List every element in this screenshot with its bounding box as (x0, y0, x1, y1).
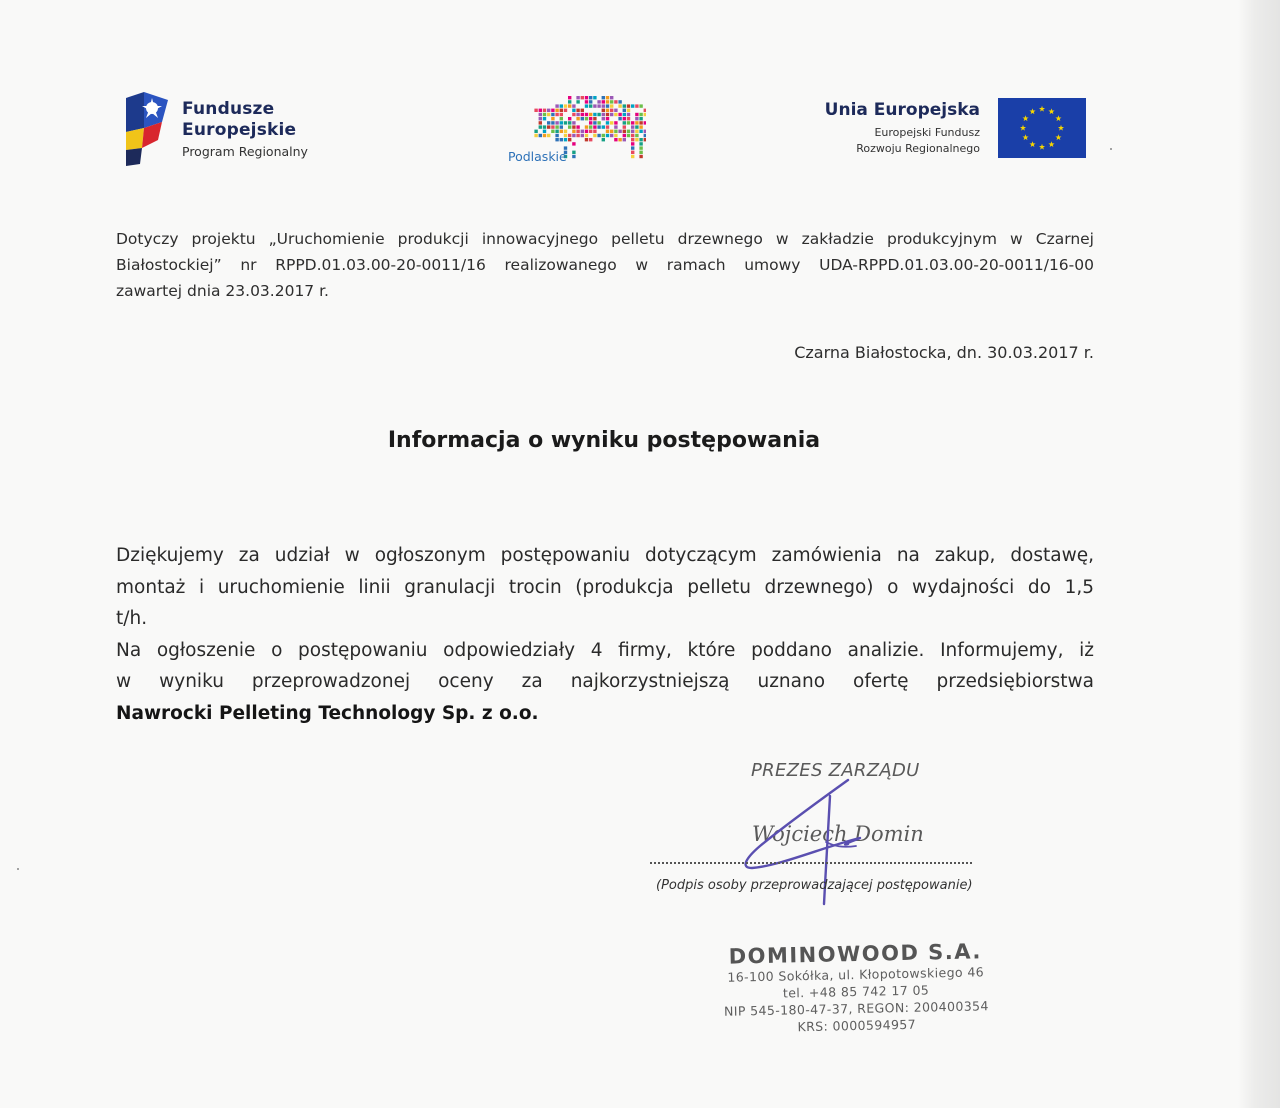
bison-mosaic-tile (589, 113, 592, 116)
bison-mosaic-tile (560, 104, 563, 107)
bison-mosaic-tile (618, 138, 621, 141)
bison-mosaic-tile (593, 113, 596, 116)
bison-mosaic-tile (539, 134, 542, 137)
bison-mosaic-tile (568, 96, 571, 99)
bison-mosaic-tile (635, 134, 638, 137)
bison-mosaic-tile (635, 130, 638, 133)
bison-mosaic-tile (614, 134, 617, 137)
bison-mosaic-tile (614, 125, 617, 128)
bison-mosaic-tile (572, 104, 575, 107)
bison-mosaic-tile (623, 117, 626, 120)
bison-mosaic-tile (602, 109, 605, 112)
eu-logo (820, 96, 1090, 162)
bison-mosaic-tile (631, 134, 634, 137)
bison-mosaic-tile (593, 96, 596, 99)
bison-mosaic-tile (639, 117, 642, 120)
bison-mosaic-tile (555, 130, 558, 133)
signatory-name-stamp: Wojciech Domin (752, 822, 924, 846)
bison-mosaic-tile (606, 96, 609, 99)
bison-mosaic-tile (623, 113, 626, 116)
bison-mosaic-tile (635, 138, 638, 141)
bison-mosaic-tile (639, 113, 642, 116)
bison-mosaic-tile (635, 121, 638, 124)
bison-mosaic-tile (589, 138, 592, 141)
bison-mosaic-tile (614, 109, 617, 112)
bison-mosaic-tile (639, 146, 642, 149)
funds-logo-line1: Fundusze (182, 99, 275, 119)
body-line2: montaż i uruchomienie linii granulacji trocin (produkcja pelletu drzewnego) o wydajności do 1,5 (116, 576, 1094, 598)
bison-mosaic-tile (614, 113, 617, 116)
bison-mosaic-tile (576, 96, 579, 99)
bison-mosaic-tile (631, 121, 634, 124)
bison-mosaic-tile (639, 130, 642, 133)
bison-mosaic-tile (614, 100, 617, 103)
bison-mosaic-tile (593, 134, 596, 137)
bison-mosaic-tile (534, 134, 537, 137)
bison-mosaic-tile (644, 138, 646, 141)
bison-mosaic-tile (572, 109, 575, 112)
funds-logo-mark-icon (122, 88, 174, 168)
bison-mosaic-tile (555, 113, 558, 116)
bison-mosaic-tile (576, 130, 579, 133)
bison-mosaic-tile (639, 104, 642, 107)
bison-mosaic-tile (568, 100, 571, 103)
bison-mosaic-tile (564, 121, 567, 124)
podlaskie-logo (506, 94, 646, 170)
bison-mosaic-tile (606, 130, 609, 133)
bison-mosaic-tile (602, 138, 605, 141)
bison-mosaic-tile (589, 104, 592, 107)
bison-mosaic-tile (593, 104, 596, 107)
bison-mosaic-tile (564, 109, 567, 112)
bison-mosaic-tile (564, 134, 567, 137)
bison-mosaic-tile (627, 109, 630, 112)
bison-mosaic-tile (572, 134, 575, 137)
winning-company: Nawrocki Pelleting Technology Sp. z o.o. (116, 702, 539, 724)
bison-mosaic-tile (572, 121, 575, 124)
bison-mosaic-tile (627, 134, 630, 137)
scan-speck (17, 868, 19, 870)
bison-mosaic-tile (547, 109, 550, 112)
bison-mosaic-tile (560, 113, 563, 116)
bison-mosaic-tile (610, 113, 613, 116)
bison-mosaic-tile (589, 125, 592, 128)
bison-mosaic-tile (644, 130, 646, 133)
bison-mosaic-tile (543, 134, 546, 137)
bison-mosaic-tile (597, 100, 600, 103)
bison-mosaic-tile (576, 109, 579, 112)
bison-mosaic-tile (543, 117, 546, 120)
body-line5: w wyniku przeprowadzonej oceny za najkorzystniejszą uznano ofertę przedsiębiorstwa (116, 671, 1094, 692)
company-stamp (705, 939, 1007, 1037)
bison-mosaic-tile (589, 130, 592, 133)
bison-mosaic-tile (551, 130, 554, 133)
bison-mosaic-tile (581, 109, 584, 112)
eu-logo-subtitle-1: Europejski Fundusz (874, 126, 980, 139)
bison-mosaic-tile (639, 125, 642, 128)
bison-mosaic-tile (597, 125, 600, 128)
company-stamp-krs: KRS: 0000594957 (797, 1016, 917, 1035)
bison-mosaic-tile (534, 109, 537, 112)
bison-mosaic-tile (560, 125, 563, 128)
signature-caption: (Podpis osoby przeprowadzającej postępowanie) (656, 878, 973, 893)
bison-mosaic-tile (610, 109, 613, 112)
bison-mosaic-tile (551, 121, 554, 124)
bison-mosaic-tile (581, 130, 584, 133)
bison-mosaic-tile (568, 138, 571, 141)
bison-mosaic-tile (555, 138, 558, 141)
bison-mosaic-tile (585, 130, 588, 133)
bison-mosaic-tile (585, 113, 588, 116)
bison-mosaic-tile (581, 96, 584, 99)
bison-mosaic-tile (618, 100, 621, 103)
bison-mosaic-tile (639, 142, 642, 145)
bison-mosaic-tile (606, 104, 609, 107)
bison-mosaic-tile (551, 125, 554, 128)
bison-mosaic-tile (644, 134, 646, 137)
bison-mosaic-tile (539, 125, 542, 128)
bison-mosaic-tile (614, 130, 617, 133)
bison-mosaic-tile (623, 121, 626, 124)
bison-mosaic-tile (639, 151, 642, 154)
bison-mosaic-tile (606, 134, 609, 137)
bison-mosaic-tile (627, 121, 630, 124)
bison-mosaic-tile (597, 134, 600, 137)
bison-mosaic-tile (572, 125, 575, 128)
body-line4: Na ogłoszenie o postępowaniu odpowiedziały 4 firmy, które poddano analizie. Informujemy, iż (116, 639, 1094, 661)
bison-mosaic-tile (547, 134, 550, 137)
bison-mosaic-tile (631, 155, 634, 158)
bison-mosaic-tile (627, 113, 630, 116)
bison-mosaic-tile (602, 113, 605, 116)
funds-logo (122, 88, 382, 168)
bison-mosaic-tile (572, 155, 575, 158)
bison-mosaic-tile (572, 130, 575, 133)
bison-mosaic-tile (543, 109, 546, 112)
bison-mosaic-tile (555, 134, 558, 137)
bison-mosaic-tile (639, 121, 642, 124)
body-line1: Dziękujemy za udział w ogłoszonym postępowaniu dotyczącym zamówienia na zakup, dostawę, (116, 545, 1094, 566)
funds-logo-line2: Europejskie (182, 120, 297, 140)
project-reference-line3: zawartej dnia 23.03.2017 r. (116, 282, 329, 300)
eu-flag-icon (998, 98, 1086, 158)
bison-mosaic-tile (623, 109, 626, 112)
bison-mosaic-tile (631, 130, 634, 133)
bison-mosaic-tile (635, 117, 638, 120)
bison-mosaic-tile (602, 104, 605, 107)
company-stamp-phone: tel. +48 85 742 17 05 (782, 982, 930, 1001)
body-line3: t/h. (116, 608, 148, 629)
bison-mosaic-tile (627, 117, 630, 120)
bison-mosaic-tile (564, 138, 567, 141)
bison-mosaic-tile (585, 96, 588, 99)
bison-mosaic-tile (547, 125, 550, 128)
bison-mosaic-tile (568, 134, 571, 137)
bison-mosaic-tile (547, 121, 550, 124)
company-stamp-address: 16-100 Sokółka, ul. Kłopotowskiego 46 (727, 964, 985, 985)
bison-mosaic-tile (555, 121, 558, 124)
bison-mosaic-tile (610, 100, 613, 103)
bison-mosaic-tile (635, 104, 638, 107)
bison-mosaic-tile (589, 117, 592, 120)
bison-mosaic-tile (585, 138, 588, 141)
bison-mosaic-tile (560, 138, 563, 141)
bison-mosaic-tile (606, 100, 609, 103)
bison-mosaic-tile (602, 100, 605, 103)
bison-mosaic-tile (602, 125, 605, 128)
bison-mosaic-tile (543, 113, 546, 116)
bison-mosaic-tile (610, 96, 613, 99)
bison-mosaic-tile (576, 113, 579, 116)
bison-mosaic-tile (631, 138, 634, 141)
bison-mosaic-tile (606, 113, 609, 116)
bison-mosaic-tile (606, 117, 609, 120)
bison-mosaic-tile (597, 113, 600, 116)
bison-mosaic-tile (623, 138, 626, 141)
bison-mosaic-tile (551, 117, 554, 120)
bison-mosaic-tile (560, 117, 563, 120)
bison-mosaic-tile (627, 130, 630, 133)
bison-mosaic-tile (618, 113, 621, 116)
bison-mosaic-tile (602, 134, 605, 137)
bison-mosaic-tile (635, 113, 638, 116)
company-stamp-ids: NIP 545-180-47-37, REGON: 200400354 (723, 998, 989, 1019)
bison-mosaic-tile (635, 125, 638, 128)
bison-mosaic-tile (572, 142, 575, 145)
bison-mosaic-tile (585, 104, 588, 107)
bison-mosaic-tile (539, 113, 542, 116)
bison-mosaic-tile (644, 113, 646, 116)
bison-mosaic-tile (593, 130, 596, 133)
bison-mosaic-tile (581, 134, 584, 137)
bison-mosaic-tile (589, 100, 592, 103)
bison-mosaic-tile (576, 134, 579, 137)
bison-mosaic-tile (623, 134, 626, 137)
bison-mosaic-tile (631, 151, 634, 154)
bison-mosaic-tile (639, 138, 642, 141)
bison-mosaic-tile (593, 121, 596, 124)
bison-mosaic-tile (539, 117, 542, 120)
project-reference-line2: Białostockiej” nr RPPD.01.03.00-20-0011/16 realizowanego w ramach umowy UDA-RPPD.01.03.00-20-0011/16-00 (116, 256, 1094, 274)
document-title: Informacja o wyniku postępowania (387, 428, 821, 453)
bison-mosaic-tile (568, 104, 571, 107)
bison-mosaic-tile (581, 117, 584, 120)
bison-mosaic-tile (631, 142, 634, 145)
signature-line (650, 862, 972, 864)
bison-mosaic-tile (623, 130, 626, 133)
bison-mosaic-tile (576, 125, 579, 128)
bison-mosaic-tile (610, 130, 613, 133)
bison-mosaic-tile (543, 125, 546, 128)
bison-mosaic-tile (576, 117, 579, 120)
bison-mosaic-tile (644, 121, 646, 124)
bison-mosaic-tile (644, 109, 646, 112)
bison-mosaic-tile (539, 109, 542, 112)
bison-mosaic-tile (572, 151, 575, 154)
bison-mosaic-tile (534, 130, 537, 133)
bison-mosaic-tile (610, 104, 613, 107)
bison-mosaic-tile (560, 121, 563, 124)
place-and-date: Czarna Białostocka, dn. 30.03.2017 r. (794, 343, 1094, 362)
bison-mosaic-tile (602, 96, 605, 99)
project-reference-line1: Dotyczy projektu „Uruchomienie produkcji innowacyjnego pelletu drzewnego w zakładzie produkcyjnym w Czarnej (116, 230, 1094, 248)
bison-mosaic-tile (593, 125, 596, 128)
bison-mosaic-tile (618, 104, 621, 107)
bison-mosaic-tile (589, 121, 592, 124)
bison-mosaic-tile (585, 117, 588, 120)
bison-mosaic-tile (618, 130, 621, 133)
bison-mosaic-tile (597, 121, 600, 124)
bison-mosaic-tile (623, 125, 626, 128)
bison-mosaic-tile (555, 125, 558, 128)
bison-mosaic-tile (585, 125, 588, 128)
bison-mosaic-tile (631, 125, 634, 128)
signatory-role-stamp: PREZES ZARZĄDU (751, 760, 920, 781)
bison-mosaic-tile (606, 109, 609, 112)
eu-logo-title: Unia Europejska (824, 100, 980, 120)
bison-mosaic-tile (614, 121, 617, 124)
bison-mosaic-tile (543, 130, 546, 133)
project-reference (116, 226, 1094, 304)
bison-mosaic-tile (551, 109, 554, 112)
company-stamp-name: DOMINOWOOD S.A. (728, 939, 983, 969)
bison-mosaic-tile (606, 121, 609, 124)
scan-speck (1110, 148, 1112, 150)
bison-mosaic-tile (555, 109, 558, 112)
bison-mosaic-tile (560, 130, 563, 133)
podlaskie-logo-label: Podlaskie (508, 149, 567, 164)
bison-mosaic-tile (614, 138, 617, 141)
bison-mosaic-tile (568, 117, 571, 120)
bison-mosaic-tile (572, 113, 575, 116)
bison-mosaic-tile (564, 130, 567, 133)
bison-mosaic-tile (581, 113, 584, 116)
bison-mosaic-tile (602, 117, 605, 120)
bison-mosaic-tile (585, 134, 588, 137)
bison-mosaic-tile (560, 109, 563, 112)
bison-mosaic-tile (555, 104, 558, 107)
bison-mosaic-tile (618, 117, 621, 120)
bison-mosaic-tile (589, 96, 592, 99)
bison-mosaic-tile (606, 125, 609, 128)
bison-mosaic-tile (539, 121, 542, 124)
bison-mosaic-tile (597, 104, 600, 107)
bison-mosaic-tile (576, 100, 579, 103)
bison-mosaic-tile (623, 104, 626, 107)
bison-mosaic-tile (610, 134, 613, 137)
bison-mosaic-tile (593, 117, 596, 120)
scan-edge-shadow (1238, 0, 1280, 1108)
main-body (116, 540, 1094, 729)
bison-mosaic-tile (631, 146, 634, 149)
funds-logo-line3: Program Regionalny (182, 144, 308, 159)
bison-mosaic-tile (568, 125, 571, 128)
bison-mosaic-tile (551, 113, 554, 116)
bison-mosaic-tile (631, 104, 634, 107)
bison-mosaic-tile (564, 104, 567, 107)
bison-mosaic-tile (610, 121, 613, 124)
bison-mosaic-tile (627, 104, 630, 107)
bison-mosaic-tile (568, 121, 571, 124)
bison-mosaic-tile (547, 113, 550, 116)
bison-mosaic-tile (585, 100, 588, 103)
eu-logo-subtitle-2: Rozwoju Regionalnego (856, 142, 980, 155)
bison-mosaic-tile (639, 155, 642, 158)
